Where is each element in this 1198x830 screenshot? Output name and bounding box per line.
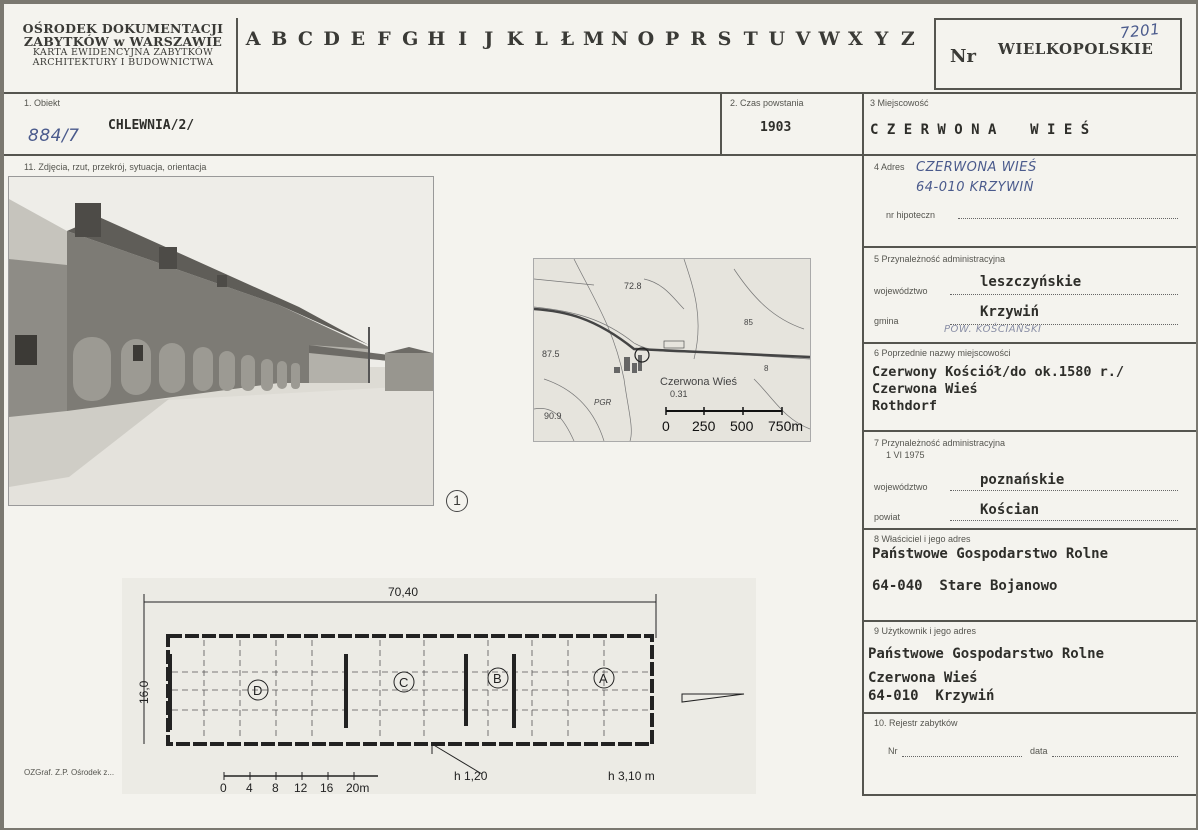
section8-rule: [862, 620, 1196, 622]
index-letter-13: M: [583, 28, 605, 50]
section11-label: 11. Zdjęcia, rzut, przekrój, sytuacja, orientacja: [24, 162, 207, 172]
map-illustration: [534, 259, 810, 441]
address-line1: CZERWONA WIEŚ: [916, 160, 1037, 175]
registry-card: [4, 4, 1196, 828]
index-letter-11: L: [534, 28, 548, 50]
register-label: 10. Rejestr zabytków: [874, 718, 958, 728]
map-label-5: PGR: [594, 398, 612, 407]
map-label-6: 90.9: [544, 411, 562, 421]
index-letter-4: E: [350, 28, 366, 50]
printer-footer: OZGraf. Z.P. Ośrodek z...: [24, 768, 115, 777]
previous-name-3: Rothdorf: [872, 398, 938, 414]
header-divider: [236, 18, 238, 92]
plan-scale-12: 12: [294, 781, 308, 794]
index-letter-15: O: [637, 28, 655, 50]
index-letter-14: N: [611, 28, 629, 50]
row1-divider-a: [720, 92, 722, 154]
plan-scale-16: 16: [320, 781, 334, 794]
map-scale-500: 500: [730, 418, 754, 434]
user-label: 9 Użytkownik i jego adres: [874, 626, 977, 636]
address-label: 4 Adres: [874, 162, 905, 172]
index-letter-22: W: [818, 28, 840, 50]
voivodeship-1975-value: poznańskie: [980, 472, 1065, 488]
index-letters: [240, 28, 921, 50]
previous-names-label: 6 Poprzednie nazwy miejscowości: [874, 348, 1011, 358]
index-letter-7: H: [427, 28, 446, 50]
section6-rule: [862, 430, 1196, 432]
institution-block: [10, 22, 236, 68]
voivodeship-line: [950, 294, 1178, 295]
row1-divider-b: [862, 92, 864, 154]
commune-handwritten: POW. KOŚCIAŃSKI: [944, 324, 1042, 335]
floor-plan-drawing: [122, 578, 756, 794]
institution-line3: KARTA EWIDENCYJNA ZABYTKÓW: [32, 47, 214, 59]
index-letter-19: T: [743, 28, 758, 50]
plan-section-d: D: [253, 683, 263, 698]
section7-rule: [862, 528, 1196, 530]
index-letter-8: I: [458, 28, 468, 50]
address-line2: 64-010 KRZYWIŃ: [916, 180, 1034, 195]
owner-label: 8 Właściciel i jego adres: [874, 534, 971, 544]
object-handwritten-number: 884/7: [28, 126, 80, 146]
date-value: 1903: [760, 120, 792, 135]
previous-name-1: Czerwony Kościół/do ok.1580 r./: [872, 364, 1124, 380]
index-letter-5: F: [377, 28, 391, 50]
voivodeship-label: województwo: [874, 286, 928, 296]
register-date-label: data: [1030, 746, 1048, 756]
owner-line1: Państwowe Gospodarstwo Rolne: [872, 546, 1109, 562]
map-label-7: 85: [744, 318, 753, 327]
right-column-divider: [862, 154, 864, 796]
voivodeship-1975-label: województwo: [874, 482, 928, 492]
floor-plan: [122, 578, 756, 794]
header-bottom-rule: [4, 92, 1196, 94]
plan-width-dim: 16,0: [137, 680, 151, 704]
plan-scale-0: 0: [220, 781, 227, 794]
map-scale-750m: 750m: [768, 418, 804, 434]
locality-label: 3 Miejscowość: [870, 98, 929, 108]
plan-section-b: B: [493, 671, 502, 686]
nr-label: Nr: [950, 46, 976, 67]
index-letter-1: B: [271, 28, 288, 50]
building-photograph: [8, 176, 434, 506]
hipoteczny-label: nr hipoteczn: [886, 210, 936, 220]
voivodeship-1975-line: [950, 490, 1178, 491]
institution-line2: ZABYTKÓW w WARSZAWIE: [23, 34, 223, 50]
index-letter-10: K: [506, 28, 524, 50]
photo-illustration: [9, 177, 433, 505]
institution-line4: ARCHITEKTURY I BUDOWNICTWA: [32, 57, 214, 69]
index-letter-3: D: [323, 28, 340, 50]
index-letter-12: Ł: [560, 28, 575, 50]
row1-bottom-rule: [4, 154, 1196, 156]
admin-1975-label: 7 Przynależność administracyjna: [874, 438, 1006, 448]
voivodeship-value: leszczyńskie: [980, 274, 1082, 290]
register-nr-label: Nr: [888, 746, 898, 756]
section5-rule: [862, 342, 1196, 344]
commune-line: [950, 324, 1178, 325]
index-letter-2: C: [297, 28, 314, 50]
index-letter-18: S: [717, 28, 732, 50]
index-letter-21: V: [795, 28, 811, 50]
index-letter-6: G: [402, 28, 419, 50]
map-label-3: Czerwona Wieś: [660, 376, 738, 388]
plan-section-a: A: [599, 671, 608, 686]
plan-height-2: h 3,10 m: [608, 769, 655, 783]
register-date-line: [1052, 756, 1178, 757]
index-letter-25: Z: [900, 28, 915, 50]
user-line1: Państwowe Gospodarstwo Rolne: [868, 646, 1105, 662]
map-scale-0: 0: [662, 418, 670, 434]
location-map: [533, 258, 811, 442]
register-number-box: [934, 18, 1182, 90]
admin-label: 5 Przynależność administracyjna: [874, 254, 1006, 264]
plan-length-dim: 70,40: [388, 585, 419, 599]
admin-1975-date: 1 VI 1975: [886, 450, 925, 460]
plan-scale-20m: 20m: [346, 781, 370, 794]
map-label-2: 87.5: [542, 349, 560, 359]
index-letter-20: U: [768, 28, 786, 50]
district-label: powiat: [874, 512, 901, 522]
section4-rule: [862, 246, 1196, 248]
photo-number-circle: 1: [446, 490, 468, 512]
region-name: WIELKOPOLSKIE: [998, 40, 1154, 58]
plan-scale-8: 8: [272, 781, 279, 794]
district-value: Kościan: [980, 502, 1040, 518]
plan-section-c: C: [399, 675, 409, 690]
user-line3: 64-010 Krzywiń: [868, 688, 995, 704]
date-label: 2. Czas powstania: [730, 98, 804, 108]
section9-rule: [862, 712, 1196, 714]
map-scale-250: 250: [692, 418, 716, 434]
index-letter-23: X: [848, 28, 863, 50]
hipoteczny-line: [958, 218, 1178, 219]
map-label-8: 8: [764, 364, 769, 373]
plan-scale-4: 4: [246, 781, 253, 794]
object-name: CHLEWNIA/2/: [108, 118, 195, 133]
locality-value: C Z E R W O N A W I E Ś: [870, 122, 1090, 138]
object-label: 1. Obiekt: [24, 98, 61, 108]
register-nr-line: [902, 756, 1022, 757]
index-letter-9: J: [484, 28, 494, 50]
map-label-4: 0.31: [670, 389, 688, 399]
owner-line2: 64-040 Stare Bojanowo: [872, 578, 1058, 594]
institution-line1: OŚRODEK DOKUMENTACJI: [22, 21, 224, 36]
user-line2: Czerwona Wieś: [868, 670, 978, 686]
district-line: [950, 520, 1178, 521]
index-letter-16: P: [664, 28, 680, 50]
nr-handwritten: 7201: [1119, 19, 1162, 43]
plan-height-1: h 1,20: [454, 769, 488, 783]
section10-rule: [862, 794, 1196, 796]
index-letter-24: Y: [874, 28, 889, 50]
previous-name-2: Czerwona Wieś: [872, 381, 978, 397]
map-label-1: 72.8: [624, 281, 642, 291]
index-letter-17: R: [690, 28, 707, 50]
commune-value: Krzywiń: [980, 304, 1040, 320]
index-letter-0: A: [245, 28, 261, 50]
commune-label: gmina: [874, 316, 899, 326]
